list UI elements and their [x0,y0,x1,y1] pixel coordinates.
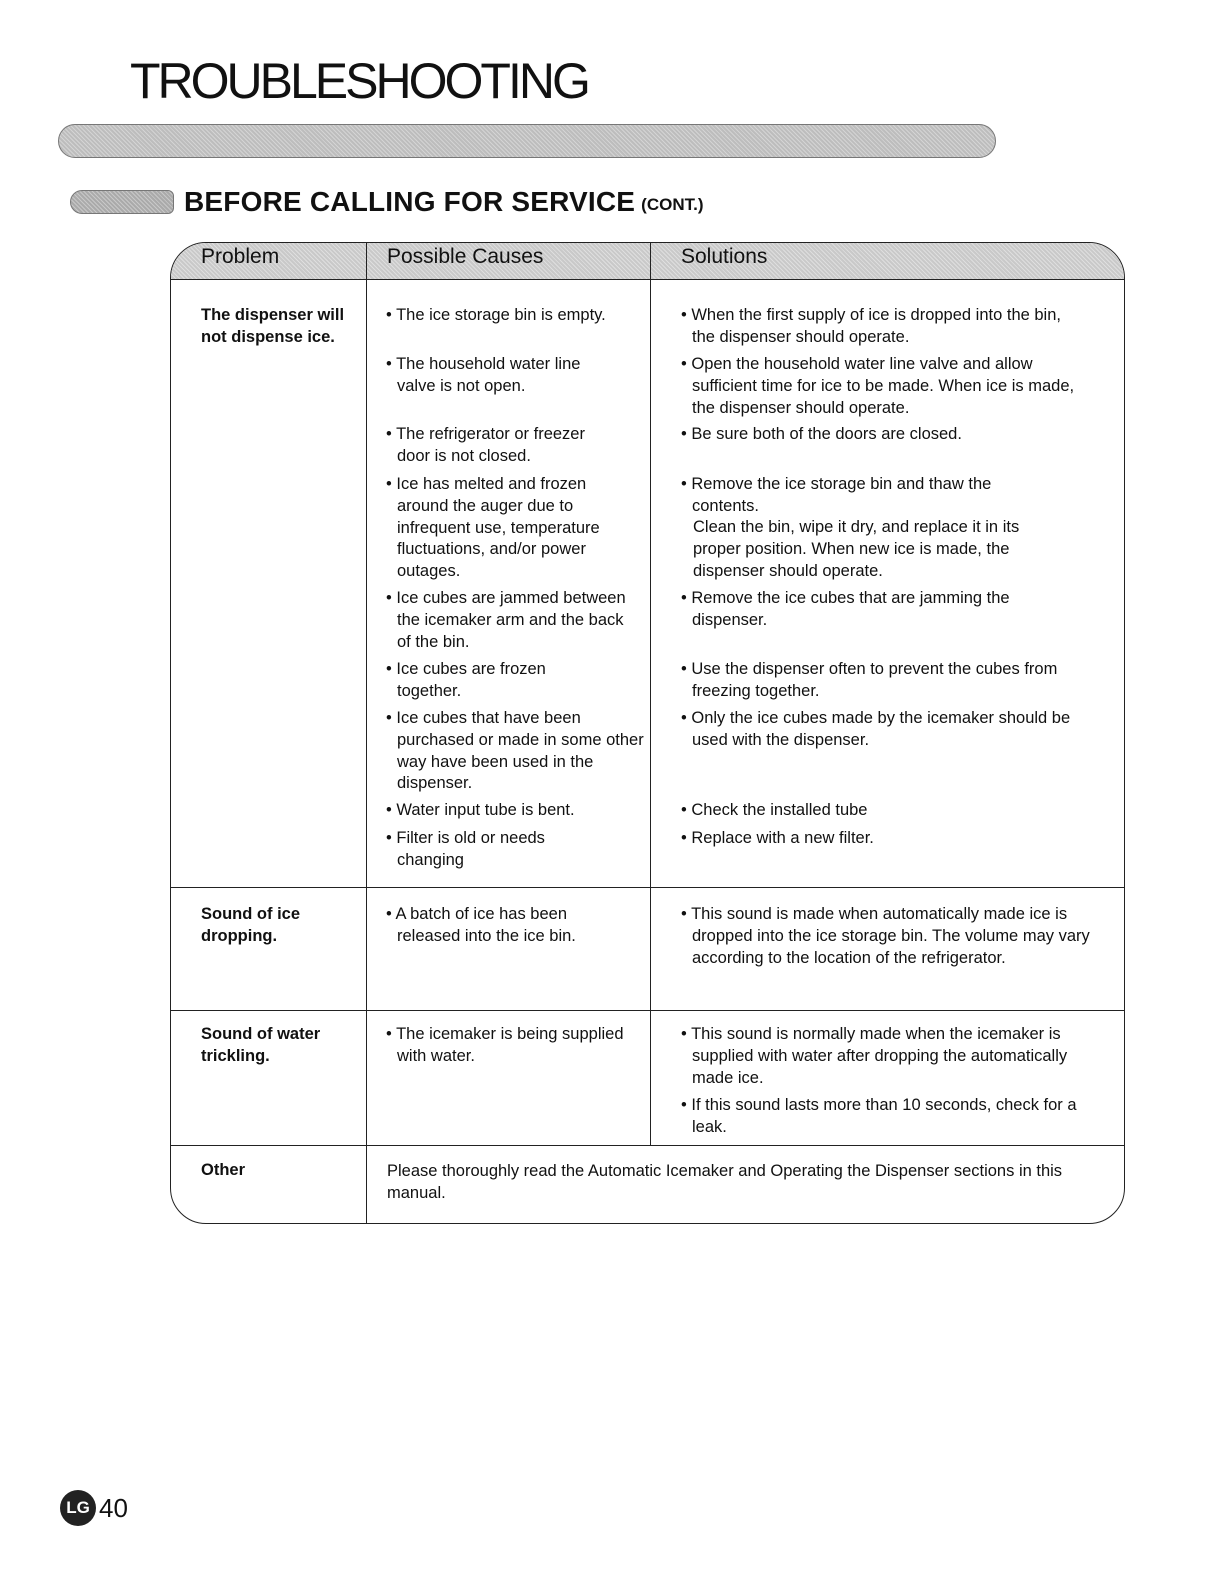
solution-item: • Only the ice cubes made by the icemaker should be used with the dispenser. [681,709,1071,749]
column-header-solutions: Solutions [681,245,768,268]
table-header [171,243,1124,280]
solution-item: • Remove the ice storage bin and thaw the contents. [681,475,992,515]
solution-item: • Replace with a new filter. [681,829,874,847]
solution-item: • When the first supply of ice is dropped into the bin, the dispenser should operate. [681,306,1061,346]
cause-item: • Water input tube is bent. [386,801,575,819]
problem-dispenser: The dispenser will not dispense ice. [201,306,345,346]
row-divider [171,1010,1124,1011]
cause-item: • The household water line valve is not open. [386,355,581,395]
cause-item: • A batch of ice has been released into the ice bin. [386,905,576,945]
solution-item: • Use the dispenser often to prevent the cubes from freezing together. [681,660,1058,700]
section-suffix: (CONT.) [641,195,704,214]
solution-item: • Be sure both of the doors are closed. [681,425,962,443]
cause-item: • Ice cubes are jammed between the icemaker arm and the back of the bin. [386,589,626,651]
title-divider-bar [58,124,996,158]
page-title: TROUBLESHOOTING [130,53,588,109]
troubleshooting-table [170,242,1125,1224]
other-note: Please thoroughly read the Automatic Icemaker and Operating the Dispenser sections in this manual. [387,1162,1063,1202]
solution-item: • This sound is normally made when the icemaker is supplied with water after dropping the automatically made ice. [681,1025,1068,1087]
column-header-causes: Possible Causes [387,245,544,268]
cause-item: • Ice cubes are frozen together. [386,660,546,700]
cause-item: • The ice storage bin is empty. [386,306,606,324]
column-header-problem: Problem [201,245,280,268]
lg-logo-icon [60,1490,96,1526]
problem-ice-dropping: Sound of ice dropping. [201,905,300,945]
section-pill-icon [70,190,174,214]
cause-item: • Ice cubes that have been purchased or made in some other way have been used in the dispenser. [386,709,644,793]
section-heading [70,186,704,218]
problem-water-trickling: Sound of water trickling. [201,1025,321,1065]
cause-item: • The icemaker is being supplied with water. [386,1025,624,1065]
page-number: 40 [99,1492,128,1523]
cause-item: • Ice has melted and frozen around the auger due to infrequent use, temperature fluctuations, and/or power outages. [386,475,600,581]
cause-item: • The refrigerator or freezer door is not closed. [386,425,585,465]
solution-item: • Open the household water line valve and allow sufficient time for ice to be made. When ice is made, the dispenser should operate. [681,355,1075,417]
solution-item: • If this sound lasts more than 10 seconds, check for a leak. [681,1096,1077,1136]
row-divider [171,1145,1124,1146]
solution-item: • This sound is made when automatically made ice is dropped into the ice storage bin. The volume may vary according to the location of the refrigerator. [681,905,1090,967]
section-title: BEFORE CALLING FOR SERVICE [184,186,636,217]
row-divider [171,887,1124,888]
problem-other: Other [201,1161,246,1179]
page-footer [60,1490,128,1526]
solution-item: • Remove the ice cubes that are jamming the dispenser. [681,589,1010,629]
column-divider [366,243,367,1224]
solution-item-continued: Clean the bin, wipe it dry, and replace it in its proper position. When new ice is made, the dispenser should operate. [693,518,1020,580]
logo-text: LG [66,1498,90,1517]
cause-item: • Filter is old or needs changing [386,829,545,869]
solution-item: • Check the installed tube [681,801,868,819]
